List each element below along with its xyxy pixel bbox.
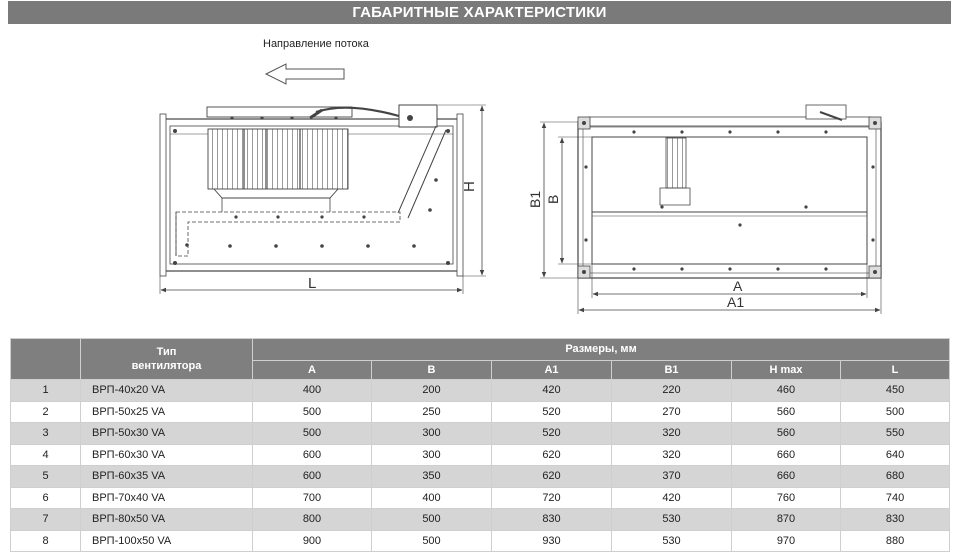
page-title: ГАБАРИТНЫЕ ХАРАКТЕРИСТИКИ bbox=[8, 1, 951, 24]
cell-a1: 620 bbox=[492, 444, 612, 466]
row-fan-type: ВРП-60х35 VA bbox=[81, 466, 253, 488]
cell-h-max: 970 bbox=[732, 530, 841, 552]
cell-b1: 530 bbox=[612, 509, 732, 531]
header-fan-type bbox=[81, 339, 253, 380]
table-row bbox=[11, 509, 950, 531]
row-number: 6 bbox=[11, 487, 81, 509]
cell-h-max: 460 bbox=[732, 380, 841, 402]
row-number: 5 bbox=[11, 466, 81, 488]
cell-b: 250 bbox=[372, 401, 492, 423]
column-header-b1: B1 bbox=[612, 360, 732, 379]
table-row bbox=[11, 444, 950, 466]
row-number: 7 bbox=[11, 509, 81, 531]
cell-b: 500 bbox=[372, 509, 492, 531]
cell-l: 740 bbox=[841, 487, 950, 509]
cell-a: 600 bbox=[253, 444, 372, 466]
cell-a1: 930 bbox=[492, 530, 612, 552]
cell-a1: 720 bbox=[492, 487, 612, 509]
row-fan-type: ВРП-60х30 VA bbox=[81, 444, 253, 466]
cell-a: 500 bbox=[253, 401, 372, 423]
table-row bbox=[11, 530, 950, 552]
cell-b1: 420 bbox=[612, 487, 732, 509]
cell-l: 450 bbox=[841, 380, 950, 402]
cell-l: 880 bbox=[841, 530, 950, 552]
cell-a: 800 bbox=[253, 509, 372, 531]
dimension-a1-label: A1 bbox=[727, 294, 745, 310]
cell-a: 700 bbox=[253, 487, 372, 509]
row-fan-type: ВРП-50х30 VA bbox=[81, 423, 253, 445]
row-number: 8 bbox=[11, 530, 81, 552]
cell-h-max: 870 bbox=[732, 509, 841, 531]
cell-b1: 320 bbox=[612, 444, 732, 466]
dimension-a-label: A bbox=[733, 278, 743, 294]
cell-l: 680 bbox=[841, 466, 950, 488]
table-row bbox=[11, 380, 950, 402]
cell-b1: 370 bbox=[612, 466, 732, 488]
dimensions-table bbox=[10, 338, 950, 552]
dimension-b1-label: B1 bbox=[527, 190, 543, 208]
cell-a1: 420 bbox=[492, 380, 612, 402]
cell-b: 500 bbox=[372, 530, 492, 552]
column-header-b: B bbox=[372, 360, 492, 379]
cell-a: 900 bbox=[253, 530, 372, 552]
header-number bbox=[11, 339, 81, 380]
cell-b1: 530 bbox=[612, 530, 732, 552]
front-view-drawing bbox=[540, 105, 881, 314]
cell-l: 830 bbox=[841, 509, 950, 531]
cell-h-max: 560 bbox=[732, 423, 841, 445]
flow-direction-label: Направление потока bbox=[263, 38, 369, 50]
cell-b: 300 bbox=[372, 423, 492, 445]
dimension-h-label: H bbox=[461, 181, 478, 192]
row-number: 2 bbox=[11, 401, 81, 423]
cell-a1: 520 bbox=[492, 401, 612, 423]
dimension-b-label: B bbox=[545, 194, 561, 204]
cell-a1: 520 bbox=[492, 423, 612, 445]
column-header-l: L bbox=[841, 360, 950, 379]
cell-l: 640 bbox=[841, 444, 950, 466]
table-row bbox=[11, 423, 950, 445]
row-number: 4 bbox=[11, 444, 81, 466]
cell-h-max: 560 bbox=[732, 401, 841, 423]
cell-b: 400 bbox=[372, 487, 492, 509]
column-header-a1: A1 bbox=[492, 360, 612, 379]
column-header-h-max: H max bbox=[732, 360, 841, 379]
cell-h-max: 660 bbox=[732, 466, 841, 488]
row-fan-type: ВРП-80х50 VA bbox=[81, 509, 253, 531]
cell-b1: 270 bbox=[612, 401, 732, 423]
cell-a: 400 bbox=[253, 380, 372, 402]
row-number: 1 bbox=[11, 380, 81, 402]
row-fan-type: ВРП-40х20 VA bbox=[81, 380, 253, 402]
cell-b: 200 bbox=[372, 380, 492, 402]
column-header-a: A bbox=[253, 360, 372, 379]
row-number: 3 bbox=[11, 423, 81, 445]
cell-l: 500 bbox=[841, 401, 950, 423]
cell-b: 350 bbox=[372, 466, 492, 488]
cell-b: 300 bbox=[372, 444, 492, 466]
cell-a1: 620 bbox=[492, 466, 612, 488]
row-fan-type: ВРП-100х50 VA bbox=[81, 530, 253, 552]
cell-h-max: 760 bbox=[732, 487, 841, 509]
side-view-drawing bbox=[160, 105, 486, 294]
table-row bbox=[11, 487, 950, 509]
cell-a: 600 bbox=[253, 466, 372, 488]
row-fan-type: ВРП-70х40 VA bbox=[81, 487, 253, 509]
cell-h-max: 660 bbox=[732, 444, 841, 466]
flow-arrow-icon bbox=[266, 64, 344, 84]
header-dimensions-group: Размеры, мм bbox=[253, 339, 950, 361]
row-fan-type: ВРП-50х25 VA bbox=[81, 401, 253, 423]
header-fan-type-label: Тип вентилятора bbox=[131, 346, 202, 372]
cell-a1: 830 bbox=[492, 509, 612, 531]
cell-b1: 220 bbox=[612, 380, 732, 402]
table-row bbox=[11, 466, 950, 488]
cell-a: 500 bbox=[253, 423, 372, 445]
cell-b1: 320 bbox=[612, 423, 732, 445]
cell-l: 550 bbox=[841, 423, 950, 445]
table-row bbox=[11, 401, 950, 423]
dimension-l-label: L bbox=[308, 275, 317, 292]
